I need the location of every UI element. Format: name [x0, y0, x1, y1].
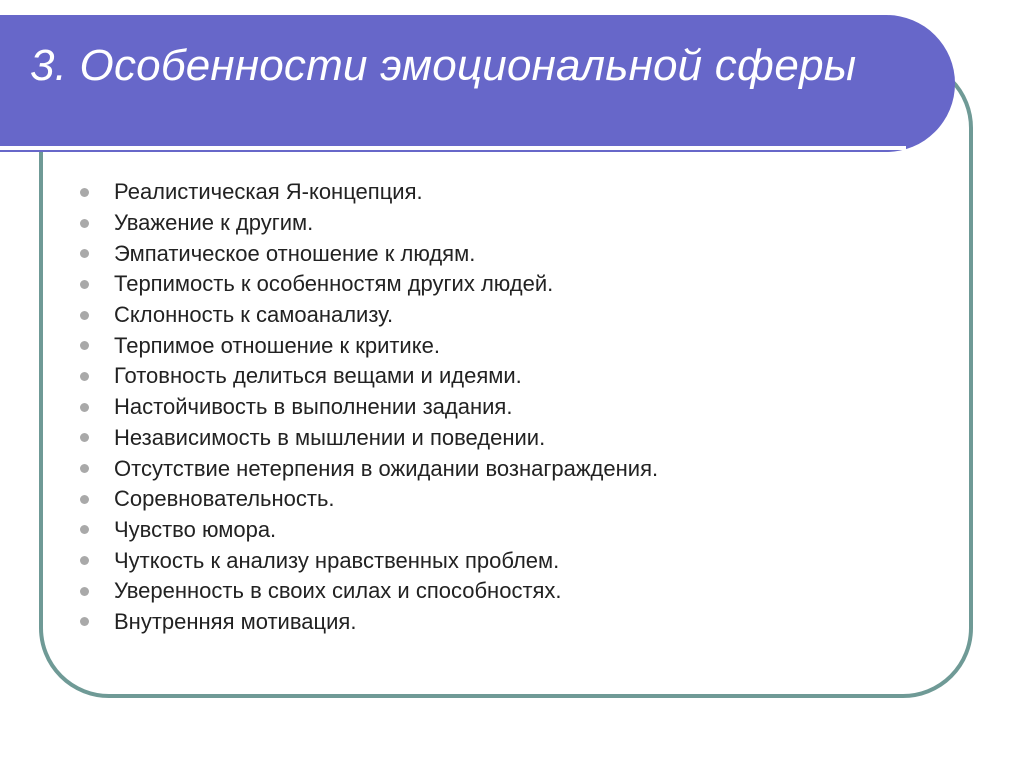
list-item-text: Уверенность в своих силах и способностях.	[114, 578, 562, 604]
list-item-text: Соревновательность.	[114, 486, 335, 512]
bullet-icon	[80, 311, 89, 320]
list-item-text: Уважение к другим.	[114, 210, 314, 236]
bullet-icon	[80, 403, 89, 412]
list-item-text: Чуткость к анализу нравственных проблем.	[114, 547, 560, 573]
list-item-text: Склонность к самоанализу.	[114, 302, 394, 328]
list-item-text: Чувство юмора.	[114, 516, 277, 542]
list-item-text: Отсутствие нетерпения в ожидании вознаграждения.	[114, 455, 659, 481]
list-item-text: Эмпатическое отношение к людям.	[114, 240, 476, 266]
list-item	[80, 392, 658, 423]
list-item	[80, 453, 658, 484]
list-item	[80, 238, 658, 269]
title-banner	[0, 15, 955, 152]
list-item	[80, 330, 658, 361]
slide-title: 3. Особенности эмоциональной сферы	[30, 41, 857, 90]
list-item-text: Терпимое отношение к критике.	[114, 332, 440, 358]
bullet-icon	[80, 464, 89, 473]
bullet-icon	[80, 341, 89, 350]
bullet-icon	[80, 525, 89, 534]
bullet-icon	[80, 280, 89, 289]
bullet-icon	[80, 372, 89, 381]
bullet-icon	[80, 587, 89, 596]
list-item-text: Настойчивость в выполнении задания.	[114, 394, 513, 420]
list-item	[80, 576, 658, 607]
bullet-list	[80, 177, 658, 637]
bullet-icon	[80, 433, 89, 442]
list-item-text: Терпимость к особенностям других людей.	[114, 271, 554, 297]
list-item	[80, 607, 658, 638]
list-item	[80, 423, 658, 454]
bullet-icon	[80, 219, 89, 228]
list-item	[80, 361, 658, 392]
bullet-icon	[80, 556, 89, 565]
list-item	[80, 515, 658, 546]
list-item-text: Реалистическая Я-концепция.	[114, 179, 423, 205]
title-underline	[0, 146, 906, 150]
list-item	[80, 269, 658, 300]
bullet-icon	[80, 495, 89, 504]
bullet-icon	[80, 617, 89, 626]
list-item	[80, 545, 658, 576]
list-item	[80, 484, 658, 515]
list-item-text: Внутренняя мотивация.	[114, 608, 357, 634]
list-item-text: Независимость в мышлении и поведении.	[114, 424, 546, 450]
list-item	[80, 208, 658, 239]
list-item-text: Готовность делиться вещами и идеями.	[114, 363, 522, 389]
bullet-icon	[80, 188, 89, 197]
list-item	[80, 300, 658, 331]
bullet-icon	[80, 249, 89, 258]
list-item	[80, 177, 658, 208]
